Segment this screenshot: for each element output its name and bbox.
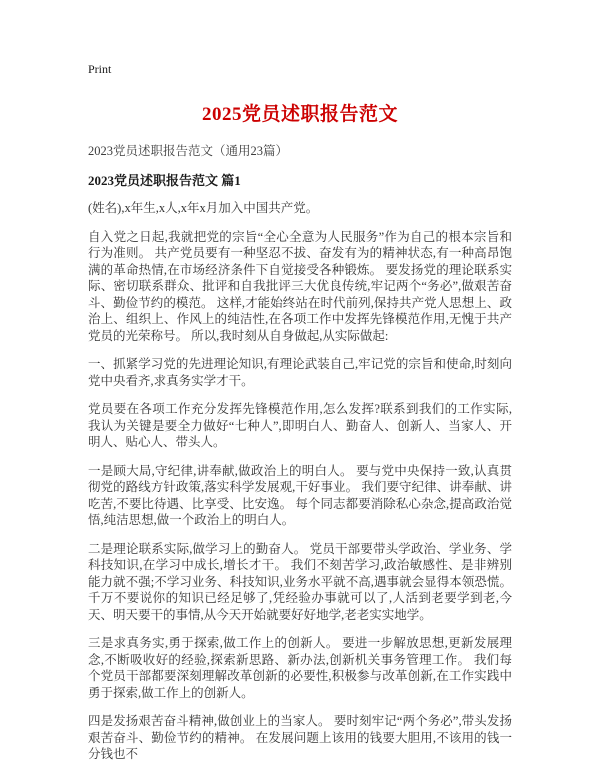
section-heading: 2023党员述职报告范文 篇1 — [88, 173, 241, 188]
doc-subtitle: 2023党员述职报告范文（通用23篇） — [88, 144, 289, 158]
document-body — [88, 200, 512, 763]
body-paragraph: 自入党之日起,我就把党的宗旨“全心全意为人民服务”作为自己的根本宗旨和行为准则。 共产党员要有一种坚忍不拔、奋发有为的精神状态,有一种高昂饱满的革命热情,在市场经济条件下自觉接受各种锻炼。 要发扬党的理论联系实际、密切联系群众、批评和自我批评三大优良传统,牢记两个“务必”,做艰苦奋斗、勤俭节约的模范。 这样,才能始终站在时代前列,保持共产党人思想上、政治上、组织上、作风上的纯洁性,在各项工作中发挥先锋模范作用,无愧于共产党员的光荣称号。 所以,我时刻从自身做起,从实际做起: — [88, 229, 512, 343]
body-paragraph: (姓名),x年生,x人,x年x月加入中国共产党。 — [88, 201, 319, 215]
print-link[interactable]: Print — [88, 62, 112, 76]
page-title: 2025党员述职报告范文 — [201, 104, 398, 125]
body-paragraph: 一、抓紧学习党的先进理论知识,有理论武装自己,牢记党的宗旨和使命,时刻向党中央看齐,求真务实学才干。 — [88, 357, 512, 388]
body-paragraph: 三是求真务实,勇于探索,做工作上的创新人。 要进一步解放思想,更新发展理念,不断吸收好的经验,探索新思路、新办法,创新机关事务管理工作。 我们每个党员干部都要深刻理解改革创新的必要性,积极参与改革创新,在工作实践中勇于探索,做工作上的创新人。 — [88, 636, 512, 700]
body-paragraph: 二是理论联系实际,做学习上的勤奋人。 党员干部要带头学政治、学业务、学科技知识,在学习中成长,增长才干。 我们不刻苦学习,政治敏感性、是非辨别能力就不强;不学习业务、科技知识,业务水平就不高,遇事就会显得本领恐慌。 千万不要说你的知识已经足够了,凭经验办事就可以了,人活到老要学到老,今天、明天要干的事情,从今天开始就要好好地学,老老实实地学。 — [88, 541, 512, 622]
body-paragraph: 四是发扬艰苦奋斗精神,做创业上的当家人。 要时刻牢记“两个务必”,带头发扬艰苦奋斗、勤俭节约的精神。 在发展问题上该用的钱要大胆用,不该用的钱一分钱也不 — [88, 714, 512, 761]
body-paragraph: 一是顾大局,守纪律,讲奉献,做政治上的明白人。 要与党中央保持一致,认真贯彻党的路线方针政策,落实科学发展观,干好事业。 我们要守纪律、讲奉献、讲吃苦,不要比待遇、比享受、比安逸。 每个同志都要消除私心杂念,提高政治觉悟,纯洁思想,做一个政治上的明白人。 — [88, 463, 512, 527]
body-paragraph: 党员要在各项工作充分发挥先锋模范作用,怎么发挥?联系到我们的工作实际,我认为关键是要全力做好“七种人”,即明白人、勤奋人、创新人、当家人、开明人、贴心人、带头人。 — [88, 402, 512, 449]
